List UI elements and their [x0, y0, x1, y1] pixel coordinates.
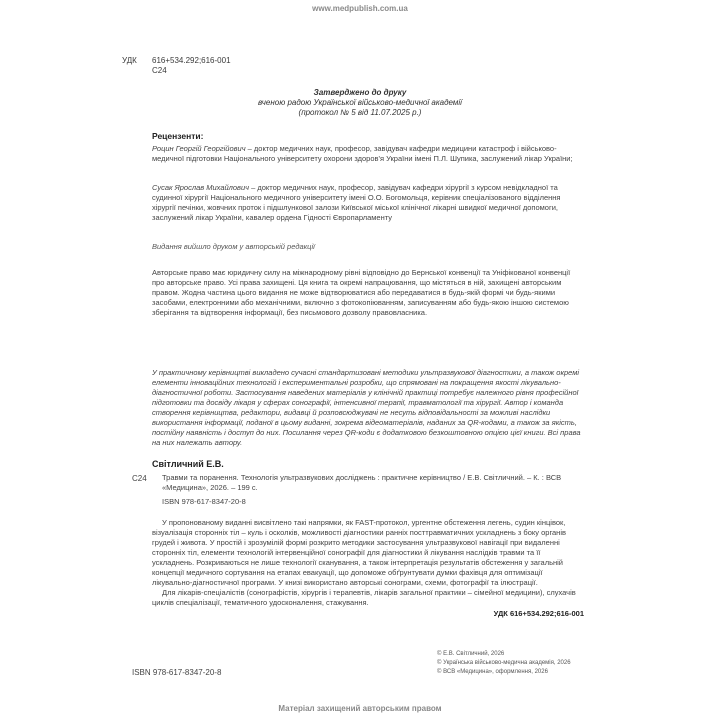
abstract [152, 518, 584, 608]
reviewer-1-text: – доктор медичних наук, професор, завідувач кафедри медицини катастроф і військово-медичної підготовки Національного університету охорони здоров'я України імені П.Л. Шупика, заслужений лікар України; [152, 144, 573, 163]
site-url[interactable]: www.medpublish.com.ua [312, 4, 408, 13]
book-cipher: С24 [132, 474, 147, 483]
disclaimer-paragraph: У практичному керівництві викладено сучасні стандартизовані методики ультразвукової діагностики, а також окремі елементи інноваційних технологій і експериментальні розробки, що спрямовані на покращення якості лікувально-діагностичної роботи. Застосування наведених матеріалів у клінічній практиці потребує належного рівня професійної підготовки та досвіду лікаря у сферах сонографії, інтенсивної терапії, травматології та хірургії. Автор і команда створення керівництва, редактори, видавці й розповсюджувачі не несуть відповідальності за можливі наслідки використання інформації, поданої в цьому виданні, зокрема відеоматеріалів, наданих за QR-кодами, а також за якість, постійну наявність і доступ до них. Посилання через QR-коди є додатковою безкоштовною опцією цієї книги. Всі права на них належать автору. [152, 368, 581, 447]
approval-line-1: Затверджено до друку [313, 88, 407, 97]
udk-value: 616+534.292;616-001 [152, 56, 231, 65]
reviewer-1-name: Роцин Георгій Георгійович [152, 144, 246, 153]
approval-line-2: вченою радою Української військово-медичної академії [258, 98, 462, 107]
book-isbn: ISBN 978-617-8347-20-8 [162, 497, 246, 506]
udk-block [122, 56, 231, 76]
reviewer-2-text: – доктор медичних наук, професор, завідувач кафедри хірургії з курсом невідкладної та судинної хірургії Національного медичного університету імені О.О. Богомольця, керівник спеціалізованого відділення хірургії печінки, жовчних проток і підшлункової залози Київської міської клінічної лікарні швидкої медичної допомоги, заслужений лікар України, кавалер ордена Гідності Європарламенту [152, 183, 561, 222]
reviewer-2 [152, 183, 584, 223]
copyright-line-1: © Е.В. Світличний, 2026 [437, 651, 505, 657]
copyright-lines [437, 650, 571, 677]
reviewers-title: Рецензенти: [152, 131, 204, 141]
abstract-paragraph-2: Для лікарів-спеціалістів (сонографістів, хірургів і терапевтів, лікарів загальної практики – сімейної медицини), слухачів циклів спеціалізації, тематичного удосконалення, стажування. [152, 588, 576, 607]
approval-line-3: (протокол № 5 від 11.07.2025 р.) [298, 108, 422, 117]
copyright-paragraph: Авторське право має юридичну силу на міжнародному рівні відповідно до Бернської конвенції та Уніфікованої конвенції про авторське право. Усі права захищені. Ця книга та окремі напрацювання, що містяться в ній, захищені авторським правом. Жодна частина цього видання не може відтворюватися або передаватися в будь-якій формі чи будь-якими засобами, електронними або механічними, включно з фотокопіюванням, записуванням або будь-якою іншою системою зберігання та відтворення інформації, без письмового дозволу правовласника. [152, 268, 571, 317]
isbn-bottom: ISBN 978-617-8347-20-8 [132, 668, 222, 677]
abstract-paragraph-1: У пропонованому виданні висвітлено такі напрямки, як FAST-протокол, ургентне обстеження легень, судин кінцівок, візуалізація сторонніх тіл – куль і осколків, можливості діагностики ранніх посттравматичних ускладнень з боку органів грудей і живота. У простій і зрозумілій формі розкрито методики застосування ультразвукової навігації при видаленні сторонніх тіл, елементи технологій інтервенційної сонографії для діагностики й лікування наслідків травми та її ускладнень. Розкриваються не лише технології сканування, а також інтерпретація результатів обстеження у загальній концепції медичного сортування на етапах евакуації, що допоможе обґрунтувати думки фахівця для оптимізації лікувально-діагностичної програми. У книзі використано авторські сонограми, схеми, фотографії та ілюстрації. [152, 518, 566, 587]
udk-bottom: УДК 616+534.292;616-001 [493, 609, 584, 618]
udk-label: УДК [122, 56, 137, 65]
publication-note: Видання вийшло друком у авторській редакції [152, 242, 315, 251]
footer-copyright-notice: Матеріал захищений авторським правом [278, 704, 442, 713]
udk-spacer [122, 66, 152, 76]
copyright-line-3: © ВСВ «Медицина», оформлення, 2026 [437, 669, 548, 675]
copyright-line-2: © Українська військово-медична академія, 2026 [437, 660, 571, 666]
book-description: Травми та поранення. Технологія ультразвукових досліджень : практичне керівництво / Е.В. Світличний. – К. : ВСВ «Медицина», 2026. – 199 с. [162, 473, 562, 492]
approval-note [170, 88, 550, 118]
book-author: Світличний Е.В. [152, 459, 224, 469]
udk-cipher: С24 [152, 66, 167, 75]
reviewer-2-name: Сусак Ярослав Михайлович [152, 183, 250, 192]
reviewer-1 [152, 144, 584, 164]
